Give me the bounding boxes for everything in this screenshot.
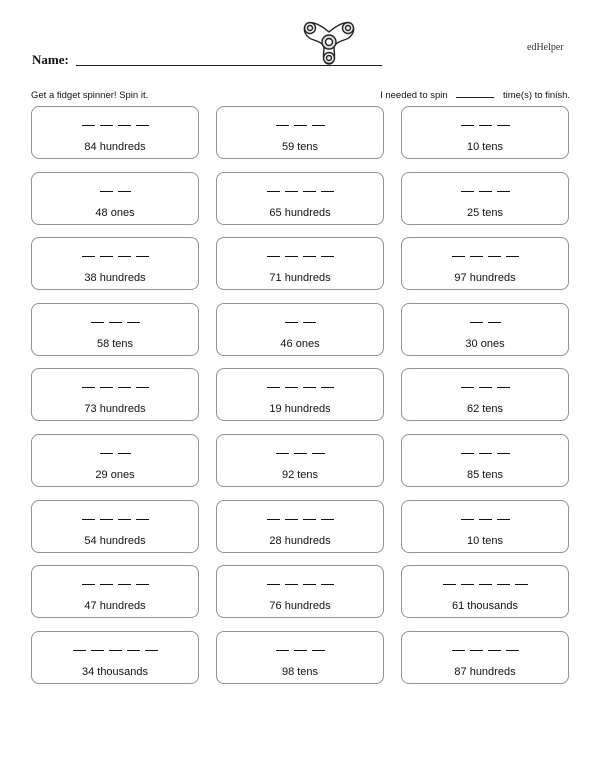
- answer-blank[interactable]: [479, 191, 492, 195]
- answer-blanks[interactable]: [402, 322, 568, 326]
- answer-blanks[interactable]: [402, 125, 568, 129]
- problem-card[interactable]: [31, 500, 199, 553]
- answer-blanks[interactable]: [32, 191, 198, 195]
- answer-blank[interactable]: [267, 256, 280, 260]
- answer-blank[interactable]: [479, 519, 492, 523]
- problem-card[interactable]: [31, 106, 199, 159]
- answer-blanks[interactable]: [32, 584, 198, 588]
- problem-card[interactable]: [401, 237, 569, 290]
- name-field[interactable]: [32, 52, 392, 68]
- problem-card[interactable]: [401, 172, 569, 225]
- problem-label: 10 tens: [466, 141, 504, 153]
- answer-blank[interactable]: [294, 453, 307, 457]
- answer-blank[interactable]: [497, 453, 510, 457]
- answer-blanks[interactable]: [402, 584, 568, 588]
- answer-blank[interactable]: [461, 519, 474, 523]
- answer-blank[interactable]: [461, 584, 474, 588]
- answer-blank[interactable]: [100, 387, 113, 391]
- problem-label: 34 thousands: [81, 666, 149, 678]
- answer-blank[interactable]: [303, 387, 316, 391]
- answer-blank[interactable]: [303, 584, 316, 588]
- problem-label: 48 ones: [95, 207, 135, 219]
- answer-blank[interactable]: [136, 387, 149, 391]
- spin-count-blank[interactable]: [456, 97, 494, 98]
- answer-blanks[interactable]: [402, 256, 568, 260]
- answer-blanks[interactable]: [32, 256, 198, 260]
- answer-blank[interactable]: [294, 125, 307, 129]
- answer-blank[interactable]: [285, 191, 298, 195]
- problem-card[interactable]: [401, 434, 569, 487]
- answer-blanks[interactable]: [217, 453, 383, 457]
- problem-label: 76 hundreds: [269, 600, 331, 612]
- answer-blank[interactable]: [109, 322, 122, 326]
- problem-card[interactable]: [31, 631, 199, 684]
- answer-blank[interactable]: [461, 125, 474, 129]
- answer-blank[interactable]: [312, 453, 325, 457]
- problem-card[interactable]: [31, 434, 199, 487]
- problem-card[interactable]: [31, 565, 199, 618]
- answer-blank[interactable]: [303, 322, 316, 326]
- answer-blank[interactable]: [312, 650, 325, 654]
- answer-blank[interactable]: [285, 322, 298, 326]
- answer-blank[interactable]: [452, 256, 465, 260]
- answer-blank[interactable]: [470, 256, 483, 260]
- problem-card[interactable]: [31, 368, 199, 421]
- answer-blank[interactable]: [267, 584, 280, 588]
- answer-blanks[interactable]: [217, 650, 383, 654]
- answer-blank[interactable]: [321, 256, 334, 260]
- answer-blank[interactable]: [136, 519, 149, 523]
- answer-blank[interactable]: [145, 650, 158, 654]
- answer-blank[interactable]: [100, 256, 113, 260]
- answer-blank[interactable]: [497, 584, 510, 588]
- problem-label: 30 ones: [465, 338, 505, 350]
- problem-card[interactable]: [216, 303, 384, 356]
- answer-blanks[interactable]: [402, 387, 568, 391]
- problem-label: 10 tens: [466, 535, 504, 547]
- answer-blank[interactable]: [127, 650, 140, 654]
- answer-blank[interactable]: [91, 650, 104, 654]
- answer-blank[interactable]: [303, 519, 316, 523]
- answer-blank[interactable]: [136, 125, 149, 129]
- problem-card[interactable]: [216, 172, 384, 225]
- answer-blank[interactable]: [267, 191, 280, 195]
- answer-blanks[interactable]: [402, 453, 568, 457]
- instruction-right-suffix: time(s) to finish.: [502, 90, 570, 101]
- answer-blank[interactable]: [321, 191, 334, 195]
- answer-blank[interactable]: [294, 650, 307, 654]
- answer-blank[interactable]: [127, 322, 140, 326]
- answer-blank[interactable]: [136, 256, 149, 260]
- problem-label: 87 hundreds: [454, 666, 516, 678]
- answer-blanks[interactable]: [217, 519, 383, 523]
- answer-blank[interactable]: [276, 453, 289, 457]
- answer-blanks[interactable]: [32, 125, 198, 129]
- problem-card[interactable]: [401, 565, 569, 618]
- problem-card[interactable]: [216, 237, 384, 290]
- brand-label: edHelper: [527, 42, 564, 53]
- name-line[interactable]: [76, 65, 382, 66]
- answer-blank[interactable]: [118, 584, 131, 588]
- problem-label: 47 hundreds: [84, 600, 146, 612]
- problem-card[interactable]: [216, 434, 384, 487]
- answer-blank[interactable]: [506, 256, 519, 260]
- answer-blanks[interactable]: [402, 650, 568, 654]
- answer-blank[interactable]: [312, 125, 325, 129]
- answer-blank[interactable]: [479, 125, 492, 129]
- problem-label: 46 ones: [280, 338, 320, 350]
- answer-blanks[interactable]: [32, 387, 198, 391]
- answer-blank[interactable]: [91, 322, 104, 326]
- problem-label: 25 tens: [466, 207, 504, 219]
- problem-label: 38 hundreds: [84, 272, 146, 284]
- answer-blanks[interactable]: [217, 322, 383, 326]
- problem-label: 28 hundreds: [269, 535, 331, 547]
- answer-blank[interactable]: [461, 387, 474, 391]
- answer-blank[interactable]: [321, 387, 334, 391]
- answer-blank[interactable]: [82, 387, 95, 391]
- answer-blank[interactable]: [100, 453, 113, 457]
- answer-blanks[interactable]: [217, 584, 383, 588]
- problem-card[interactable]: [401, 631, 569, 684]
- answer-blank[interactable]: [488, 650, 501, 654]
- answer-blank[interactable]: [276, 125, 289, 129]
- answer-blank[interactable]: [267, 519, 280, 523]
- answer-blank[interactable]: [82, 584, 95, 588]
- answer-blank[interactable]: [303, 191, 316, 195]
- problem-label: 59 tens: [281, 141, 319, 153]
- answer-blank[interactable]: [488, 256, 501, 260]
- answer-blank[interactable]: [488, 322, 501, 326]
- problem-label: 84 hundreds: [84, 141, 146, 153]
- instruction-left: Get a fidget spinner! Spin it.: [31, 90, 149, 101]
- problem-label: 98 tens: [281, 666, 319, 678]
- problem-card[interactable]: [401, 303, 569, 356]
- answer-blank[interactable]: [497, 191, 510, 195]
- answer-blanks[interactable]: [32, 322, 198, 326]
- problem-label: 58 tens: [96, 338, 134, 350]
- problem-card[interactable]: [31, 303, 199, 356]
- answer-blank[interactable]: [100, 191, 113, 195]
- answer-blank[interactable]: [285, 519, 298, 523]
- answer-blank[interactable]: [118, 125, 131, 129]
- problem-card[interactable]: [31, 172, 199, 225]
- answer-blank[interactable]: [100, 125, 113, 129]
- answer-blank[interactable]: [276, 650, 289, 654]
- problem-label: 97 hundreds: [454, 272, 516, 284]
- answer-blank[interactable]: [470, 650, 483, 654]
- answer-blank[interactable]: [506, 650, 519, 654]
- answer-blank[interactable]: [443, 584, 456, 588]
- answer-blank[interactable]: [109, 650, 122, 654]
- answer-blank[interactable]: [73, 650, 86, 654]
- answer-blank[interactable]: [118, 519, 131, 523]
- problem-card[interactable]: [401, 500, 569, 553]
- problem-label: 65 hundreds: [269, 207, 331, 219]
- answer-blank[interactable]: [515, 584, 528, 588]
- answer-blanks[interactable]: [217, 125, 383, 129]
- answer-blank[interactable]: [321, 519, 334, 523]
- instruction-right: [380, 90, 570, 101]
- answer-blank[interactable]: [497, 125, 510, 129]
- answer-blank[interactable]: [285, 387, 298, 391]
- answer-blank[interactable]: [82, 125, 95, 129]
- answer-blank[interactable]: [118, 387, 131, 391]
- problem-card[interactable]: [216, 631, 384, 684]
- answer-blank[interactable]: [285, 256, 298, 260]
- problem-card[interactable]: [216, 500, 384, 553]
- answer-blank[interactable]: [303, 256, 316, 260]
- answer-blanks[interactable]: [32, 519, 198, 523]
- problem-label: 62 tens: [466, 403, 504, 415]
- answer-blank[interactable]: [118, 191, 131, 195]
- answer-blanks[interactable]: [32, 453, 198, 457]
- answer-blanks[interactable]: [32, 650, 198, 654]
- answer-blank[interactable]: [461, 191, 474, 195]
- answer-blanks[interactable]: [402, 191, 568, 195]
- answer-blank[interactable]: [479, 584, 492, 588]
- problem-card[interactable]: [216, 106, 384, 159]
- problem-label: 85 tens: [466, 469, 504, 481]
- answer-blank[interactable]: [452, 650, 465, 654]
- answer-blank[interactable]: [118, 453, 131, 457]
- answer-blanks[interactable]: [402, 519, 568, 523]
- answer-blank[interactable]: [100, 584, 113, 588]
- problem-label: 73 hundreds: [84, 403, 146, 415]
- problem-card[interactable]: [401, 106, 569, 159]
- answer-blank[interactable]: [479, 387, 492, 391]
- answer-blank[interactable]: [136, 584, 149, 588]
- name-label: Name:: [32, 52, 69, 67]
- answer-blank[interactable]: [461, 453, 474, 457]
- answer-blank[interactable]: [267, 387, 280, 391]
- problem-label: 54 hundreds: [84, 535, 146, 547]
- problem-label: 61 thousands: [451, 600, 519, 612]
- answer-blank[interactable]: [82, 256, 95, 260]
- answer-blank[interactable]: [321, 584, 334, 588]
- problem-label: 71 hundreds: [269, 272, 331, 284]
- answer-blank[interactable]: [497, 387, 510, 391]
- problem-card[interactable]: [401, 368, 569, 421]
- answer-blank[interactable]: [82, 519, 95, 523]
- answer-blank[interactable]: [479, 453, 492, 457]
- answer-blank[interactable]: [118, 256, 131, 260]
- problem-label: 92 tens: [281, 469, 319, 481]
- problem-card[interactable]: [216, 565, 384, 618]
- answer-blanks[interactable]: [217, 256, 383, 260]
- problem-card[interactable]: [216, 368, 384, 421]
- answer-blanks[interactable]: [217, 191, 383, 195]
- problem-label: 19 hundreds: [269, 403, 331, 415]
- problem-card[interactable]: [31, 237, 199, 290]
- answer-blank[interactable]: [497, 519, 510, 523]
- answer-blank[interactable]: [100, 519, 113, 523]
- answer-blank[interactable]: [470, 322, 483, 326]
- instruction-right-prefix: I needed to spin: [380, 90, 448, 101]
- answer-blanks[interactable]: [217, 387, 383, 391]
- problem-label: 29 ones: [95, 469, 135, 481]
- answer-blank[interactable]: [285, 584, 298, 588]
